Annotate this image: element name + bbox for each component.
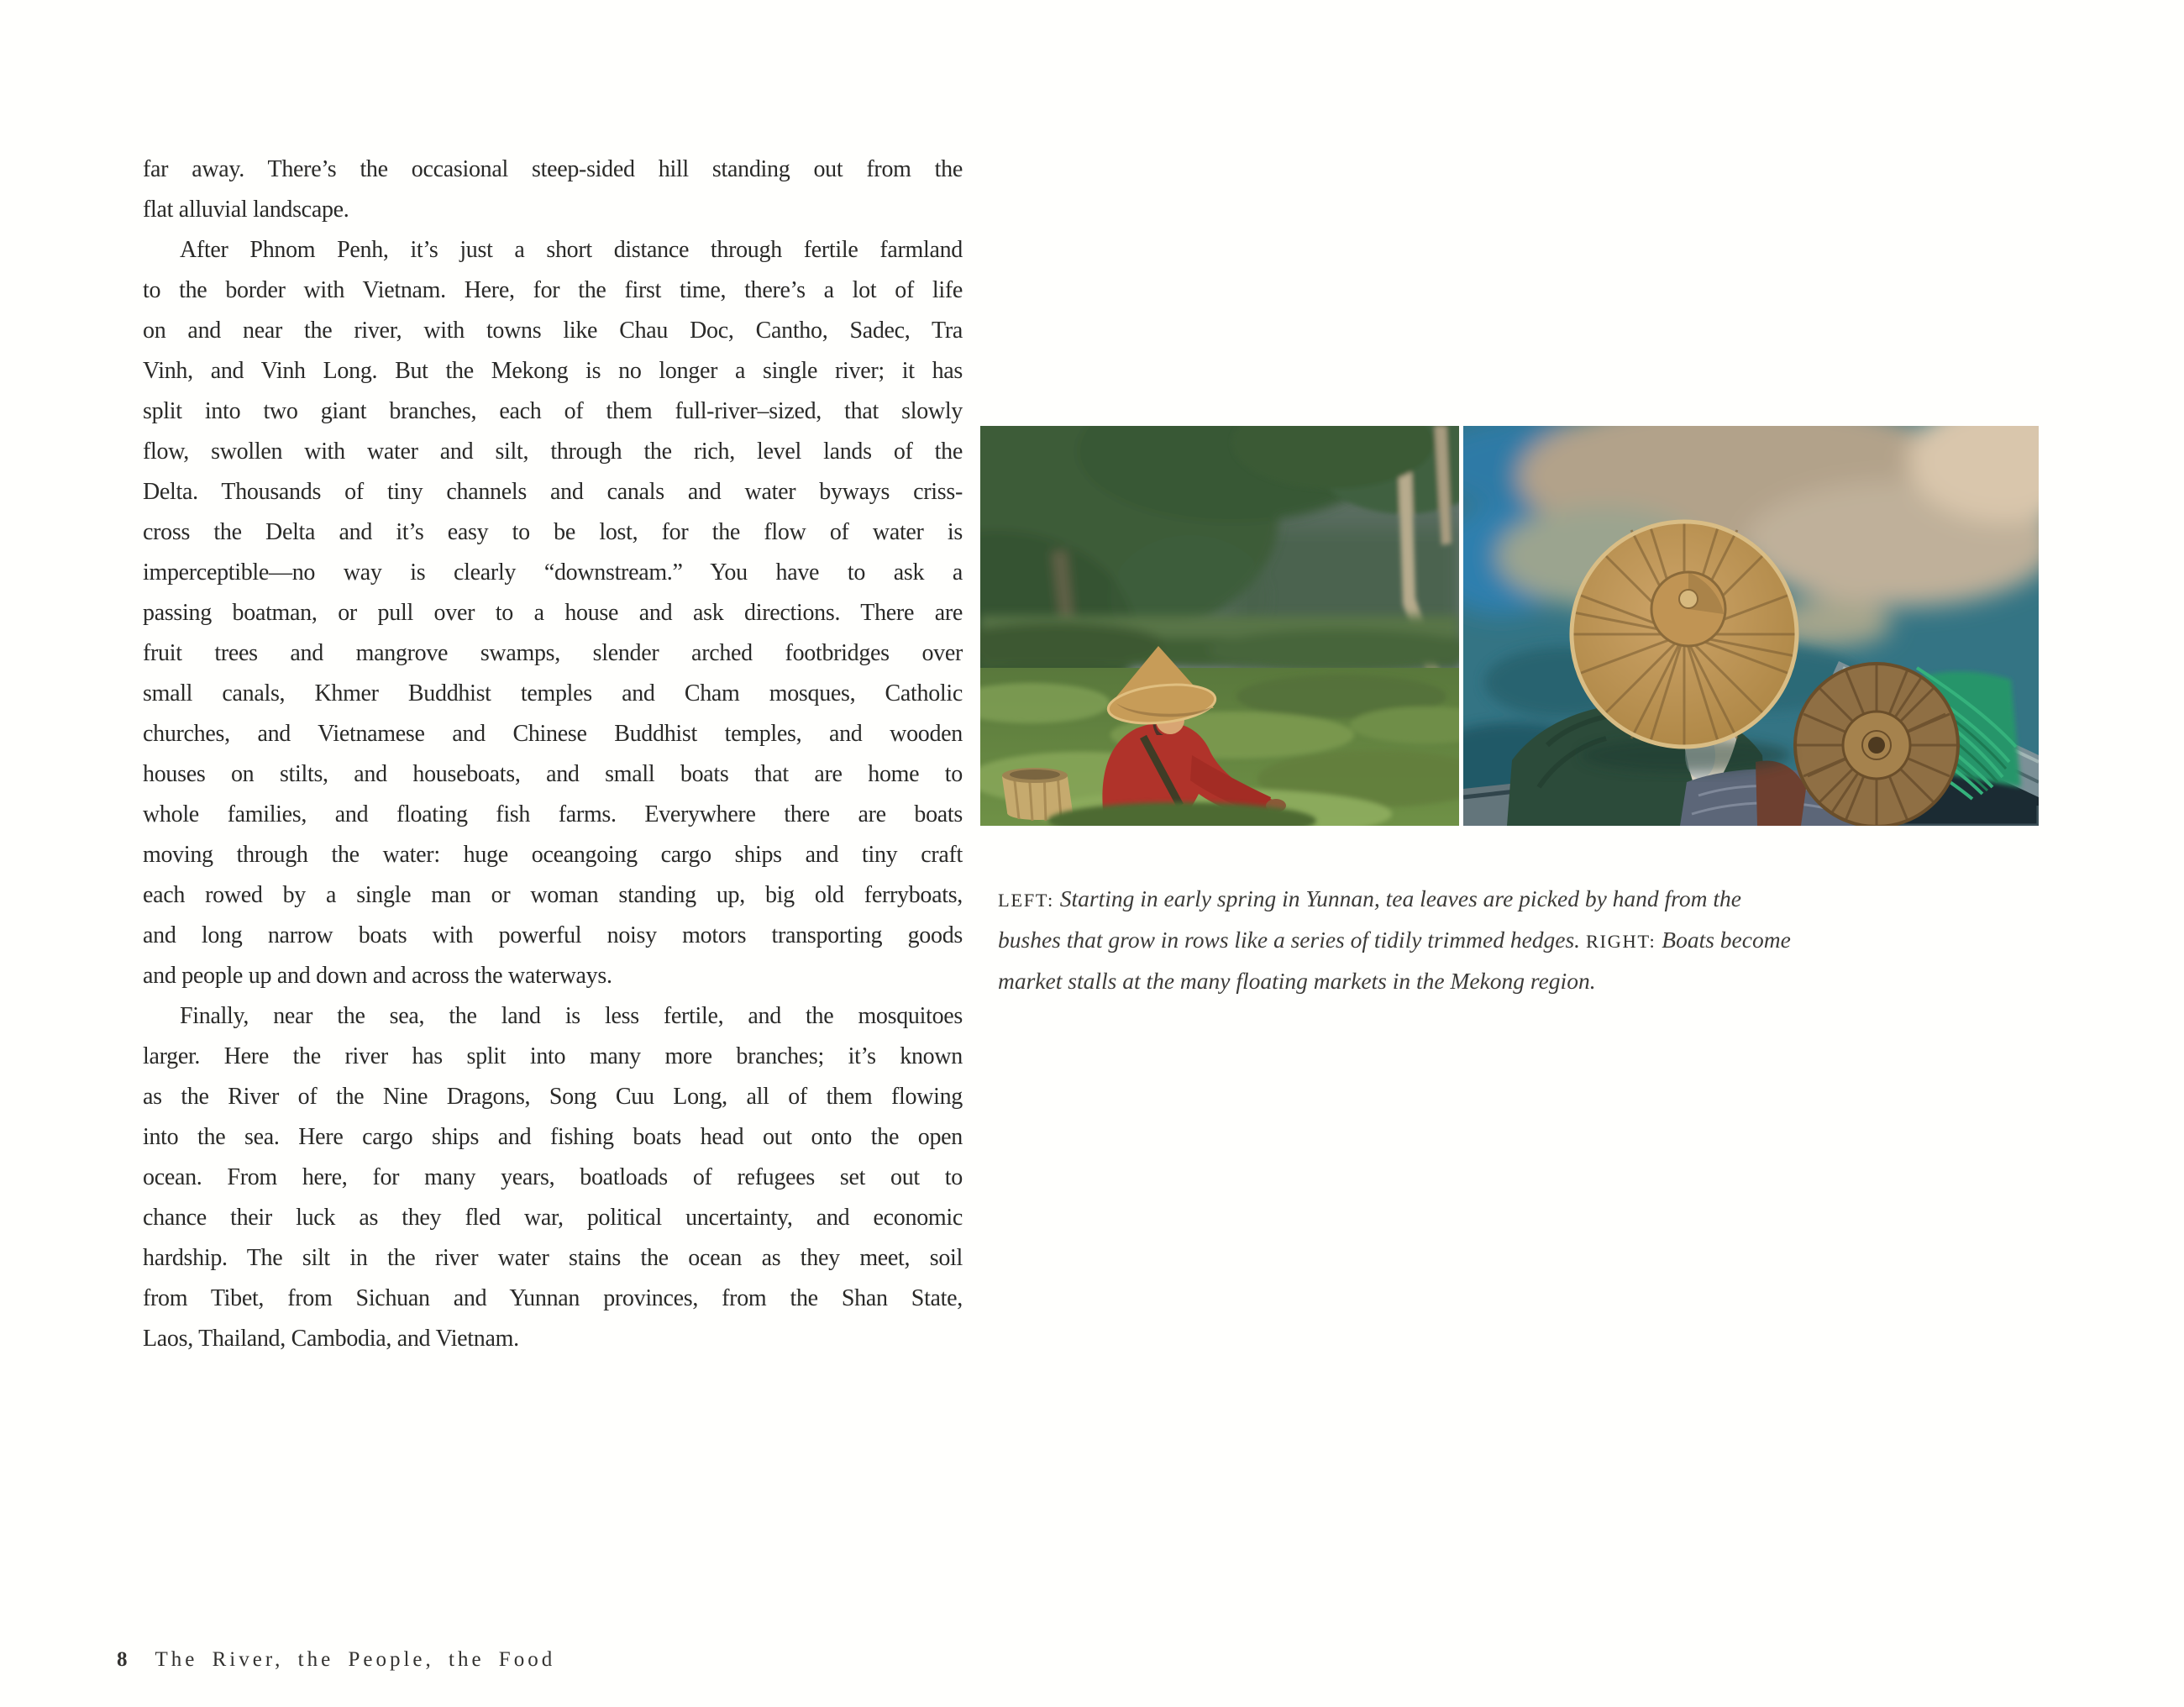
body-text [143,150,963,1359]
tea-hedge-rows [980,616,1459,673]
text-line: moving through the water: huge oceangoing cargo ships and tiny craft [143,842,963,868]
page-footer [117,1648,555,1672]
page-number: 8 [117,1648,129,1671]
text-line: imperceptible—no way is clearly “downstream.” You have to ask a [143,559,963,586]
caption-label: RIGHT: [1585,931,1656,952]
caption-text: Boats become market stalls at the many floating markets in the Mekong region. [998,927,1791,994]
photo-caption [998,879,1804,1001]
text-line: from Tibet, from Sichuan and Yunnan provinces, from the Shan State, [143,1285,963,1311]
text-line: cross the Delta and it’s easy to be lost, for the flow of water is [143,519,963,545]
text-line: split into two giant branches, each of them full-river–sized, that slowly [143,398,963,424]
text-line: flow, swollen with water and silt, through the rich, level lands of the [143,439,963,465]
text-line: and long narrow boats with powerful noisy motors transporting goods [143,922,963,948]
text-line: Delta. Thousands of tiny channels and canals and water byways criss- [143,479,963,505]
text-line: into the sea. Here cargo ships and fishing boats head out onto the open [143,1124,963,1150]
second-woven-hat [1795,664,1958,826]
text-line: small canals, Khmer Buddhist temples and Cham mosques, Catholic [143,680,963,706]
text-line: houses on stilts, and houseboats, and small boats that are home to [143,761,963,787]
text-line: After Phnom Penh, it’s just a short distance through fertile farmland [180,237,963,263]
text-line: far away. There’s the occasional steep-sided hill standing out from the [143,156,963,182]
text-line: hardship. The silt in the river water stains the ocean as they meet, soil [143,1245,963,1271]
text-line: Laos, Thailand, Cambodia, and Vietnam. [143,1326,519,1352]
text-line: churches, and Vietnamese and Chinese Buddhist temples, and wooden [143,721,963,747]
caption-label: LEFT: [998,890,1054,911]
text-line: passing boatman, or pull over to a house and ask directions. There are [143,600,963,626]
text-line: whole families, and floating fish farms. Everywhere there are boats [143,801,963,827]
text-line: fruit trees and mangrove swamps, slender arched footbridges over [143,640,963,666]
text-line: ocean. From here, for many years, boatloads of refugees set out to [143,1164,963,1190]
text-line: to the border with Vietnam. Here, for the first time, there’s a lot of life [143,277,963,303]
tea-picking-photo [980,426,1459,826]
text-line: larger. Here the river has split into many more branches; it’s known [143,1043,963,1069]
running-title: The River, the People, the Food [155,1648,556,1671]
text-line: on and near the river, with towns like Chau Doc, Cantho, Sadec, Tra [143,318,963,344]
text-line: flat alluvial landscape. [143,197,349,223]
text-line: as the River of the Nine Dragons, Song Cuu Long, all of them flowing [143,1084,963,1110]
caption-text: Starting in early spring in Yunnan, tea leaves are picked by hand from the bushes that grow in rows like a series of tidily trimmed hedges. [998,885,1741,953]
floating-market-photo [1463,426,2039,826]
text-line: Finally, near the sea, the land is less fertile, and the mosquitoes [180,1003,963,1029]
text-line: chance their luck as they fled war, political uncertainty, and economic [143,1205,963,1231]
text-line: Vinh, and Vinh Long. But the Mekong is no longer a single river; it has [143,358,963,384]
text-line: each rowed by a single man or woman standing up, big old ferryboats, [143,882,963,908]
text-line: and people up and down and across the waterways. [143,963,612,989]
